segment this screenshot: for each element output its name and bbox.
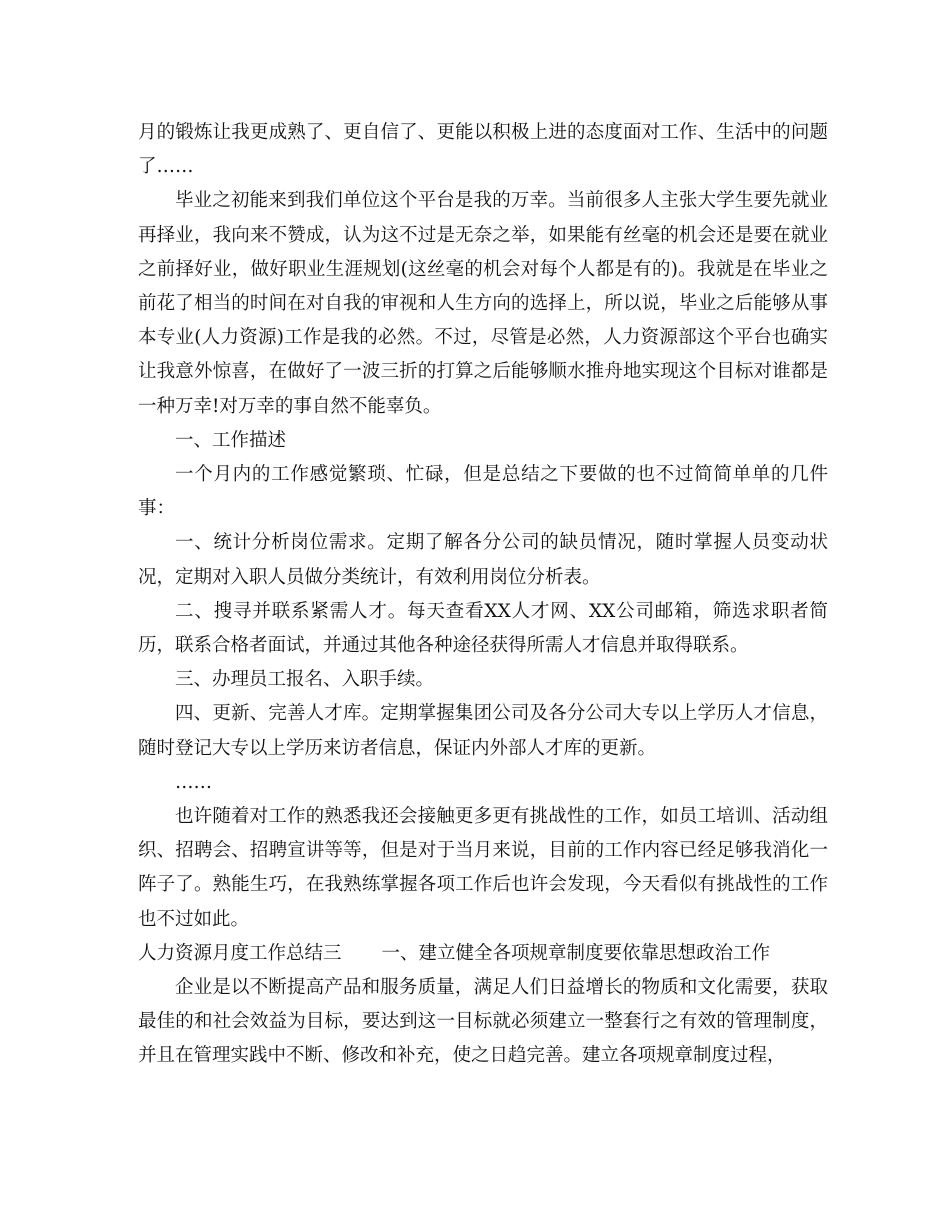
list-item-talent-pool: 四、更新、完善人才库。定期掌握集团公司及各分公司大专以上学历人才信息，随时登记大专以上学历来访者信息，保证内外部人才库的更新。 xyxy=(138,703,828,759)
document-body xyxy=(138,116,828,1074)
paragraph-work-summary: 一个月内的工作感觉繁琐、忙碌，但是总结之下要做的也不过简简单单的几件事： xyxy=(138,464,828,520)
list-item-onboarding: 三、办理员工报名、入职手续。 xyxy=(175,669,435,691)
paragraph-future-work: 也许随着对工作的熟悉我还会接触更多更有挑战性的工作，如员工培训、活动组织、招聘会、招聘宣讲等等，但是对于当月来说，目前的工作内容已经足够我消化一阵子了。熟能生巧，在我熟练掌握各项工作后也许会发现，今天看似有挑战性的工作也不过如此。 xyxy=(138,806,828,930)
section-heading-work-description: 一、工作描述 xyxy=(175,429,287,451)
paragraph-continuation: 月的锻炼让我更成熟了、更自信了、更能以积极上进的态度面对工作、生活中的问题了…… xyxy=(138,122,828,178)
paragraph-enterprise-goals: 企业是以不断提高产品和服务质量，满足人们日益增长的物质和文化需要，获取最佳的和社会效益为目标，要达到这一目标就必须建立一整套行之有效的管理制度，并且在管理实践中不断、修改和补充，使之日趋完善。建立各项规章制度过程， xyxy=(138,977,828,1067)
section-title-line xyxy=(138,937,828,971)
list-item-job-demand: 一、统计分析岗位需求。定期了解各分公司的缺员情况，随时掌握人员变动状况，定期对入职人员做分类统计，有效利用岗位分析表。 xyxy=(138,532,828,588)
ellipsis-line: …… xyxy=(175,771,212,793)
list-item-talent-search: 二、搜寻并联系紧需人才。每天查看XX人才网、XX公司邮箱，筛选求职者简历，联系合格者面试，并通过其他各种途径获得所需人才信息并取得联系。 xyxy=(138,600,828,657)
section-title: 人力资源月度工作总结三 xyxy=(138,942,342,964)
section-subtitle: 一、建立健全各项规章制度要依靠思想政治工作 xyxy=(381,942,771,964)
paragraph-graduation: 毕业之初能来到我们单位这个平台是我的万幸。当前很多人主张大学生要先就业再择业，我向来不赞成，认为这不过是无奈之举，如果能有丝毫的机会还是要在就业之前择好业，做好职业生涯规划(这丝毫的机会对每个人都是有的)。我就是在毕业之前花了相当的时间在对自我的审视和人生方向的选择上，所以说，毕业之后能够从事本专业(人力资源)工作是我的必然。不过，尽管是必然，人力资源部这个平台也确实让我意外惊喜，在做好了一波三折的打算之后能够顺水推舟地实现这个目标对谁都是一种万幸!对万幸的事自然不能辜负。 xyxy=(138,190,828,417)
